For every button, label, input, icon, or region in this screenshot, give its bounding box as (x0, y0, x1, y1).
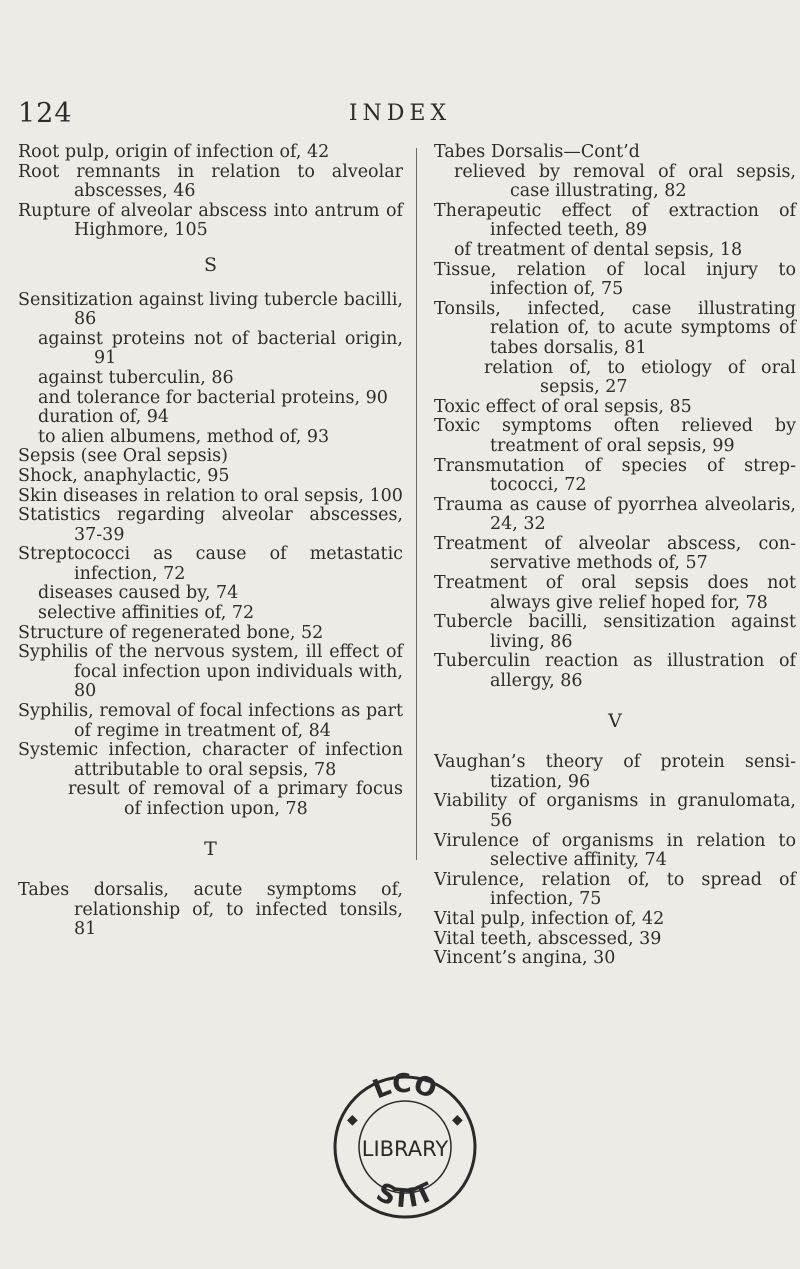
index-right-column (434, 143, 796, 969)
index-subentry: result of removal of a primary focus of infection upon, 78 (68, 779, 403, 819)
index-entry: Trauma as cause of pyorrhea alveolaris, 24, 32 (434, 494, 796, 535)
section-letter: V (608, 709, 622, 732)
running-head: INDEX (348, 101, 452, 126)
index-entry: Therapeutic effect of extraction of infected teeth, 89 (434, 200, 796, 241)
index-subentry: diseases caused by, 74 (38, 583, 239, 604)
section-letter: S (203, 253, 218, 276)
index-entry: Tissue, relation of local injury to infection of, 75 (434, 259, 796, 300)
index-entry: Syphilis of the nervous system, ill effect of focal infection upon individuals with, 80 (18, 642, 403, 702)
stamp-star-right: ◆ (452, 1112, 463, 1128)
index-entry: Vital pulp, infection of, 42 (434, 908, 665, 929)
index-entry: Toxic symptoms often relieved by treatment of oral sepsis, 99 (434, 416, 796, 456)
index-entry: Tuberculin reaction as illustration of allergy, 86 (434, 651, 796, 692)
index-entry: Treatment of alveolar abscess, conservative methods of, 57 (434, 533, 796, 574)
index-entry: Vital teeth, abscessed, 39 (434, 928, 662, 949)
index-entry: Toxic effect of oral sepsis, 85 (434, 396, 692, 417)
index-entry: Tabes dorsalis, acute symptoms of, relationship of, to infected tonsils, 81 (18, 880, 403, 940)
index-entry: Vaughan’s theory of protein sensitization, 96 (434, 752, 796, 792)
index-subentry: relieved by removal of oral sepsis, case illustrating, 82 (454, 161, 796, 202)
index-entry: Statistics regarding alveolar abscesses, 37-39 (18, 505, 403, 545)
index-subentry: duration of, 94 (38, 407, 170, 428)
index-entry: Shock, anaphylactic, 95 (18, 465, 230, 486)
index-entry: Root pulp, origin of infection of, 42 (18, 142, 330, 162)
index-subentry: to alien albumens, method of, 93 (38, 426, 330, 447)
index-subentry: relation of, to etiology of oral sepsis, 27 (484, 357, 796, 398)
index-subentry: against tuberculin, 86 (38, 367, 234, 388)
index-entry: Virulence of organisms in relation to selective affinity, 74 (434, 830, 796, 871)
index-subentry: of treatment of dental sepsis, 18 (454, 239, 743, 260)
stamp-star-left: ◆ (347, 1112, 358, 1128)
index-entry: Tonsils, infected, case illustrating relation of, to acute symptoms of tabes dorsalis, 81 (434, 298, 796, 358)
index-entry: Rupture of alveolar abscess into antrum of Highmore, 105 (18, 200, 403, 241)
index-subentry: selective affinities of, 72 (38, 603, 255, 624)
column-rule (416, 148, 417, 860)
stamp-library-text: LIBRARY (361, 1137, 449, 1161)
library-stamp (330, 1072, 480, 1222)
stamp-top-text: LCO (368, 1072, 441, 1106)
index-subentry: and tolerance for bacterial proteins, 90 (38, 387, 388, 408)
index-entry: Viability of organisms in granulomata, 56 (434, 791, 796, 831)
index-entry: Tubercle bacilli, sensitization against living, 86 (434, 612, 796, 652)
index-entry: Virulence, relation of, to spread of infection, 75 (434, 869, 796, 910)
index-entry: Streptococci as cause of metastatic infection, 72 (18, 544, 403, 584)
index-left-column (18, 143, 403, 940)
index-entry: Structure of regenerated bone, 52 (18, 622, 324, 643)
index-entry: Vincent’s angina, 30 (434, 948, 616, 969)
index-entry: Tabes Dorsalis—Cont’d (434, 142, 640, 162)
index-entry: Sepsis (see Oral sepsis) (18, 446, 228, 467)
index-entry: Systemic infection, character of infection attributable to oral sepsis, 78 (18, 740, 403, 780)
index-entry: Sensitization against living tubercle bacilli, 86 (18, 289, 403, 330)
index-entry: Treatment of oral sepsis does not always give relief hoped for, 78 (434, 573, 796, 613)
section-letter: T (204, 837, 217, 860)
page-number: 124 (18, 98, 73, 129)
index-entry: Syphilis, removal of focal infections as part of regime in treatment of, 84 (18, 701, 403, 741)
stamp-bottom-text: STIT (371, 1177, 439, 1215)
index-entry: Transmutation of species of streptococci, 72 (434, 455, 796, 496)
index-entry: Skin diseases in relation to oral sepsis, 100 (18, 485, 403, 506)
index-subentry: against proteins not of bacterial origin, 91 (38, 328, 403, 369)
index-entry: Root remnants in relation to alveolar abscesses, 46 (18, 161, 403, 202)
